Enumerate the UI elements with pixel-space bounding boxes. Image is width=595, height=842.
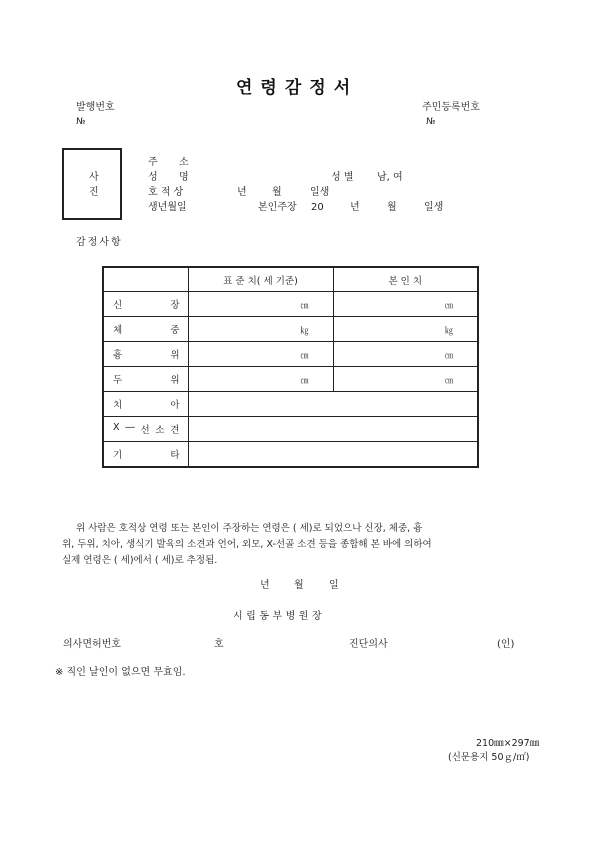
name-label-1: 성 (148, 172, 158, 183)
xray-cell[interactable] (188, 417, 478, 442)
issue-number-label: 발행번호 (76, 102, 115, 113)
license-number-suffix: 호 (214, 639, 224, 650)
issue-number-sign: № (76, 117, 86, 127)
diagnosing-doctor-label: 진단의사 (349, 639, 388, 650)
table-row (103, 442, 478, 468)
table-row (103, 317, 478, 342)
gender-label: 성 별 (331, 172, 354, 183)
claimed-day: 일생 (424, 202, 444, 213)
label-char: 선 (140, 425, 150, 436)
label-char: 중 (170, 325, 180, 336)
assessment-table (102, 266, 479, 468)
gender-value: 남, 여 (377, 172, 403, 183)
document-title: 연령감정서 (236, 78, 359, 98)
date-year: 년 (260, 580, 270, 591)
claimed-label: 본인주장 (258, 202, 297, 213)
label-char: 위 (170, 350, 180, 361)
registry-age-label: 호 적 상 (148, 187, 184, 198)
paper-type: (신문용지 50ｇ/㎡) (448, 752, 530, 763)
row-label (103, 317, 188, 342)
statement-line-3: 실제 연령은 ( 세)에서 ( 세)로 추정됨. (62, 555, 218, 566)
table-row (103, 367, 478, 392)
head-standard-cell[interactable] (188, 367, 333, 392)
weight-self-cell[interactable] (333, 317, 478, 342)
chest-self-cell[interactable] (333, 342, 478, 367)
height-self-cell[interactable] (333, 292, 478, 317)
label-char: 견 (170, 425, 180, 436)
label-char: 타 (170, 450, 180, 461)
table-row (103, 292, 478, 317)
label-char: 위 (170, 375, 180, 386)
claimed-year: 년 (350, 202, 360, 213)
statement-line-2: 위, 두위, 치아, 생식기 발육의 소견과 언어, 외모, X-선골 소견 등을 종합해 본 바에 의하여 (62, 539, 432, 550)
other-cell[interactable] (188, 442, 478, 468)
claimed-month: 월 (387, 202, 397, 213)
paper-size: 210㎜×297㎜ (476, 738, 540, 749)
seal-mark: (인) (497, 639, 515, 650)
header-empty-cell (103, 267, 188, 292)
header-standard: 표 준 치( 세 기준) (188, 267, 333, 292)
photo-label-2: 진 (89, 187, 99, 198)
unit-label: ㎏ (445, 326, 453, 335)
unit-label: ㎝ (300, 376, 309, 385)
date-day: 일 (329, 580, 339, 591)
unit-label: ㎝ (300, 351, 309, 360)
header-self: 본 인 치 (333, 267, 478, 292)
statement-paragraph (52, 521, 552, 569)
validity-note: ※ 직인 날인이 없으면 무효임. (55, 667, 186, 678)
resident-number-sign: № (426, 117, 436, 127)
table-row (103, 392, 478, 417)
chest-standard-cell[interactable] (188, 342, 333, 367)
table-row (103, 342, 478, 367)
label-char: ― (125, 422, 135, 433)
statement-line-1: 위 사람은 호적상 연령 또는 본인이 주장하는 연령은 ( 세)로 되었으나 신장, 체중, 흉 (76, 523, 423, 534)
registry-year: 년 (237, 187, 247, 198)
unit-label: ㎝ (445, 376, 453, 385)
row-label (103, 292, 188, 317)
label-char: 아 (170, 400, 180, 411)
name-label-2: 명 (179, 172, 189, 183)
unit-label: ㎝ (300, 301, 309, 310)
hospital-director: 시립동부병원장 (233, 611, 326, 622)
unit-label: ㎏ (300, 326, 309, 335)
license-number-label: 의사면허번호 (63, 639, 121, 650)
row-label (103, 417, 188, 442)
label-char: 치 (113, 400, 123, 411)
date-month: 월 (294, 580, 304, 591)
address-label-2: 소 (179, 157, 189, 168)
claimed-year-prefix: 20 (311, 202, 324, 213)
label-char: 기 (113, 450, 123, 461)
registry-day: 일생 (310, 187, 330, 198)
table-header-row (103, 267, 478, 292)
label-char: 흉 (113, 350, 123, 361)
label-char: X (113, 422, 120, 433)
weight-standard-cell[interactable] (188, 317, 333, 342)
table-row (103, 417, 478, 442)
birthdate-label: 생년월일 (148, 202, 187, 213)
resident-number-label: 주민등록번호 (422, 102, 480, 113)
row-label (103, 442, 188, 468)
label-char: 신 (113, 300, 123, 311)
unit-label: ㎝ (445, 351, 453, 360)
height-standard-cell[interactable] (188, 292, 333, 317)
registry-month: 월 (272, 187, 282, 198)
photo-label-1: 사 (89, 172, 99, 183)
assessment-section-title: 감정사항 (76, 237, 123, 248)
teeth-cell[interactable] (188, 392, 478, 417)
address-label-1: 주 (148, 157, 158, 168)
label-char: 장 (170, 300, 180, 311)
row-label (103, 392, 188, 417)
row-label (103, 367, 188, 392)
row-label (103, 342, 188, 367)
photo-placeholder (62, 148, 122, 220)
label-char: 체 (113, 325, 123, 336)
unit-label: ㎝ (445, 301, 453, 310)
label-char: 소 (155, 425, 165, 436)
head-self-cell[interactable] (333, 367, 478, 392)
label-char: 두 (113, 375, 123, 386)
